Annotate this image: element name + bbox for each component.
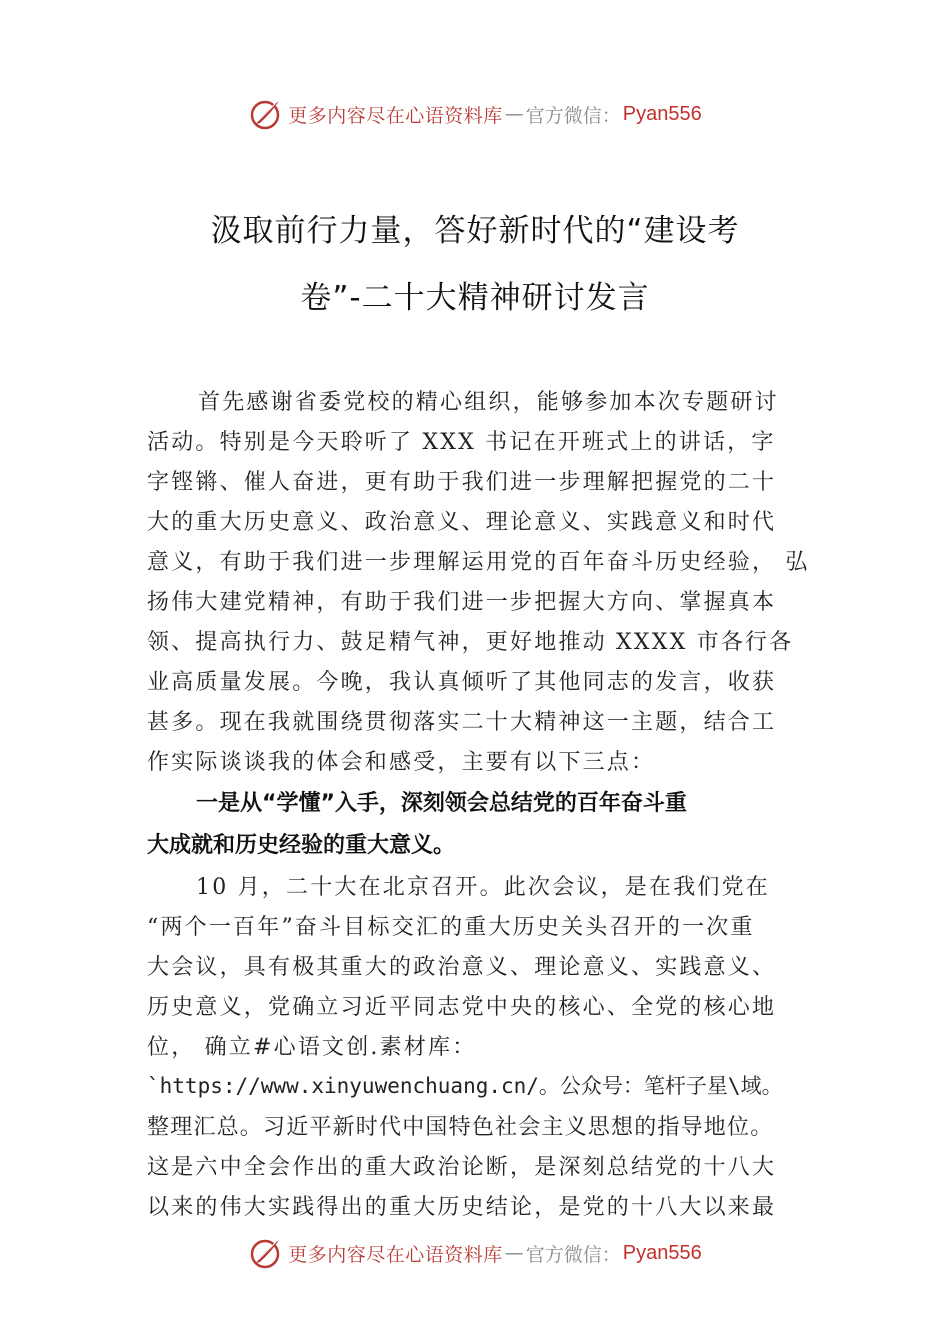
body-line-url: `https://www.xinyuwenchuang.cn/。公众号：笔杆子星\域。 (147, 1074, 783, 1098)
body-line: “两个一百年”奋斗目标交汇的重大历史关头召开的一次重 (147, 915, 755, 940)
banner-text: 更多内容尽在心语资料库 (288, 104, 503, 127)
body-line: 领、提高执行力、鼓足精气神，更好地推动 XXXX 市各行各 (147, 630, 794, 655)
body-line: 首先感谢省委党校的精心组织，能够参加本次专题研讨 (198, 390, 779, 415)
banner-wechat-label: 官方微信： (525, 1243, 621, 1266)
section-heading-line: 一是从“学懂”入手，深刻领会总结党的百年奋斗重 (196, 791, 687, 816)
body-line: 大会议，具有极其重大的政治意义、理论意义、实践意义、 (147, 955, 777, 980)
banner-separator: — (504, 103, 524, 125)
banner-wechat-label: 官方微信： (525, 104, 621, 127)
body-line: 位， 确立#心语文创.素材库： (147, 1035, 477, 1060)
body-line: 业高质量发展。今晚，我认真倾听了其他同志的发言，收获 (147, 670, 777, 695)
body-line: 甚多。现在我就围绕贯彻落实二十大精神这一主题，结合工 (147, 710, 777, 735)
body-line: 大的重大历史意义、政治意义、理论意义、实践意义和时代 (147, 510, 777, 535)
page-title-line-2: 卷”-二十大精神研讨发言 (300, 280, 650, 316)
body-line: 10 月，二十大在北京召开。此次会议，是在我们党在 (196, 875, 770, 900)
banner-wechat-id: Pyan556 (622, 102, 702, 125)
footer-watermark-banner (0, 1233, 950, 1273)
body-line: 字铿锵、催人奋进，更有助于我们进一步理解把握党的二十 (147, 470, 777, 495)
page-title-line-1: 汲取前行力量，答好新时代的“建设考 (210, 213, 740, 249)
banner-wechat-id: Pyan556 (622, 1241, 702, 1264)
header-watermark-banner (0, 94, 950, 134)
section-heading-line: 大成就和历史经验的重大意义。 (147, 833, 456, 858)
quill-logo-icon (248, 96, 284, 132)
body-line: 历史意义，党确立习近平同志党中央的核心、全党的核心地 (147, 995, 777, 1020)
body-line: 以来的伟大实践得出的重大历史结论，是党的十八大以来最 (147, 1195, 777, 1220)
body-line: 活动。特别是今天聆听了 XXX 书记在开班式上的讲话，字 (147, 430, 776, 455)
body-line: 整理汇总。习近平新时代中国特色社会主义思想的指导地位。 (147, 1115, 774, 1140)
body-line: 作实际谈谈我的体会和感受，主要有以下三点： (147, 750, 656, 775)
body-line: 意义，有助于我们进一步理解运用党的百年奋斗历史经验， 弘 (147, 550, 810, 575)
body-line: 这是六中全会作出的重大政治论断，是深刻总结党的十八大 (147, 1155, 777, 1180)
banner-text: 更多内容尽在心语资料库 (288, 1243, 503, 1266)
quill-logo-icon (248, 1235, 284, 1271)
banner-separator: — (504, 1242, 524, 1264)
body-line: 扬伟大建党精神，有助于我们进一步把握大方向、掌握真本 (147, 590, 777, 615)
